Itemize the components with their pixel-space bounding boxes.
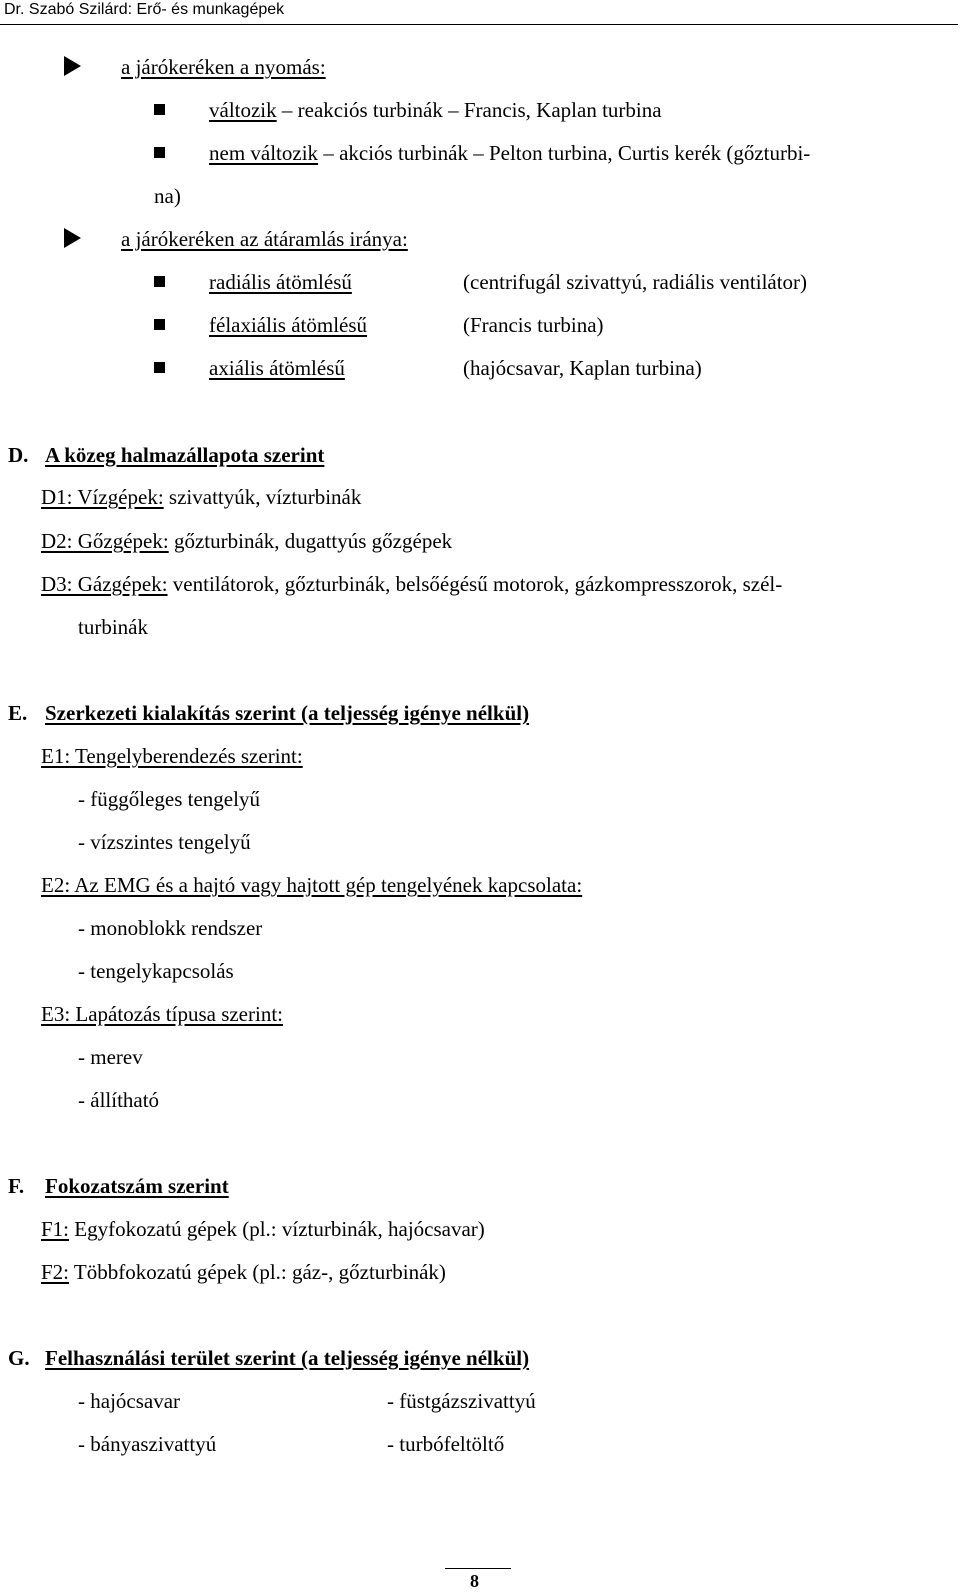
flow-example-semiaxial: (Francis turbina): [463, 313, 604, 337]
list-item: - hajócsavar: [78, 1389, 181, 1413]
e2-label: E2: Az EMG és a hajtó vagy hajtott gép tengelyének kapcsolata:: [41, 873, 583, 897]
list-item: - tengelykapcsolás: [78, 959, 234, 983]
page-number: 8: [470, 1571, 479, 1591]
list-item: - füstgázszivattyú: [387, 1389, 536, 1413]
section-g-letter: G.: [8, 1346, 30, 1370]
section-f-title: Fokozatszám szerint: [45, 1174, 229, 1198]
list-item: - állítható: [78, 1088, 160, 1112]
section-e-title: Szerkezeti kialakítás szerint (a teljesség igénye nélkül): [45, 701, 530, 725]
list-item: - turbófeltöltő: [387, 1432, 505, 1456]
f1-line: F1: Egyfokozatú gépek (pl.: vízturbinák, hajócsavar): [41, 1217, 485, 1241]
d3-line: D3: Gázgépek: ventilátorok, gőzturbinák, belsőégésű motorok, gázkompresszorok, szél-: [41, 572, 783, 596]
reaction-line: változik – reakciós turbinák – Francis, Kaplan turbina: [209, 98, 662, 122]
impulse-continuation: na): [154, 184, 181, 208]
flow-item-radial: radiális átömlésű: [209, 270, 352, 294]
footer-rule: [445, 1568, 511, 1569]
list-item: - bányaszivattyú: [78, 1432, 217, 1456]
section-d-title: A közeg halmazállapota szerint: [45, 443, 325, 467]
section-f-letter: F.: [8, 1174, 25, 1198]
bullet-square-icon: [154, 362, 165, 373]
f2-line: F2: Többfokozatú gépek (pl.: gáz-, gőzturbinák): [41, 1260, 446, 1284]
section-d-letter: D.: [8, 443, 29, 467]
list-item: - merev: [78, 1045, 143, 1069]
flow-example-radial: (centrifugál szivattyú, radiális ventilátor): [463, 270, 808, 294]
section-e-letter: E.: [8, 701, 28, 725]
e3-label: E3: Lapátozás típusa szerint:: [41, 1002, 284, 1026]
flow-item-axial: axiális átömlésű: [209, 356, 345, 380]
list-item: - függőleges tengelyű: [78, 787, 260, 811]
d3-continuation: turbinák: [78, 615, 148, 639]
flow-item-semiaxial: félaxiális átömlésű: [209, 313, 368, 337]
d1-line: D1: Vízgépek: szivattyúk, vízturbinák: [41, 485, 362, 509]
d2-line: D2: Gőzgépek: gőzturbinák, dugattyús gőzgépek: [41, 529, 453, 553]
section-g-title: Felhasználási terület szerint (a teljesség igénye nélkül): [45, 1346, 530, 1370]
list-item: - vízszintes tengelyű: [78, 830, 251, 854]
impulse-line: nem változik – akciós turbinák – Pelton turbina, Curtis kerék (gőzturbi-: [209, 141, 811, 165]
bullet-square-icon: [154, 147, 165, 158]
bullet-arrow-icon: [64, 228, 81, 248]
flow-title: a járókeréken az átáramlás iránya:: [121, 227, 408, 251]
bullet-square-icon: [154, 319, 165, 330]
list-item: - monoblokk rendszer: [78, 916, 263, 940]
bullet-square-icon: [154, 104, 165, 115]
pressure-title: a járókeréken a nyomás:: [121, 55, 326, 79]
bullet-square-icon: [154, 276, 165, 287]
e1-label: E1: Tengelyberendezés szerint:: [41, 744, 303, 768]
bullet-arrow-icon: [64, 56, 81, 76]
flow-example-axial: (hajócsavar, Kaplan turbina): [463, 356, 702, 380]
page-header: Dr. Szabó Szilárd: Erő- és munkagépek: [0, 0, 958, 25]
